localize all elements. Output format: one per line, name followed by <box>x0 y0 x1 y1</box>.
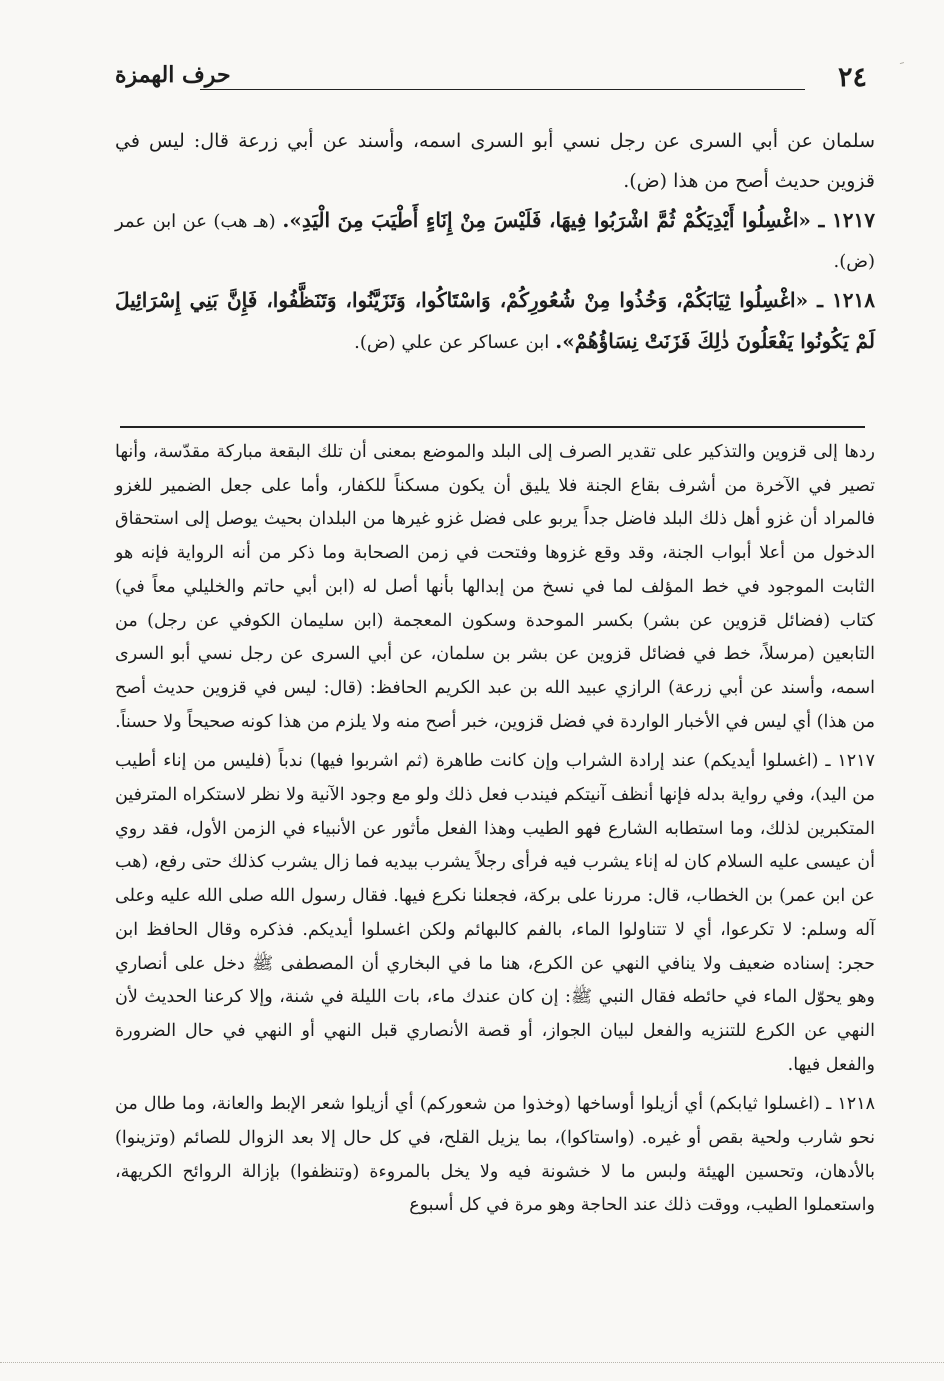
commentary-1217: ١٢١٧ ـ (اغسلوا أيديكم) عند إرادة الشراب وإن كانت طاهرة (ثم اشربوا فيها) ندباً (فليس من إناء أطيب من اليد)، وفي رواية بدله فإنها أنظف آنيتكم فيندب فعل ذلك ولو مع وجود الآنية ولا نظر لاستكراه المترفين المتكبرين لذلك، وما استطابه الشارع فهو الطيب وهذا الفعل مأثور عن الأنبياء في الزمن الأول، فقد روي أن عيسى عليه السلام كان له إناء يشرب فيه فرأى رجلاً يشرب بيديه فما زال يشرب كذلك حتى رفع، (هب عن ابن عمر) بن الخطاب، قال: مررنا على بركة، فجعلنا نكرع فيها. فقال رسول الله صلى الله عليه وعلى آله وسلم: لا تكرعوا، أي لا تتناولوا الماء، بالفم كالبهائم ولكن اغسلوا أيديكم. فذكره وقال الحافظ ابن حجر: إسناده ضعيف ولا ينافي النهي عن الكرع، هنا ما في البخاري أن المصطفى ﷺ دخل على أنصاري وهو يحوّل الماء في حائطه فقال النبي ﷺ: إن كان عندك ماء، بات الليلة في شنة، وإلا كرعنا الحديث لأن النهي عن الكرع للتنزيه والفعل لبيان الجواز، أو قصة الأنصاري قبل النهي أو النهي في حال الضرورة والفعل فيها. <box>115 751 875 1075</box>
commentary-paragraph: ردها إلى قزوين والتذكير على تقدير الصرف إلى البلد والموضع بمعنى أن تلك البقعة مباركة مقدّسة، وأنها تصير في الآخرة من أشرف بقاع الجنة فلا يليق أن يكون مسكناً للكفار، وأما على جعل الضمير للغزو فالمراد أن غزو أهل ذلك البلد فاضل جداً يربو على فضل غزو غيرها من البلدان بحيث يوصل إلى استحقاق الدخول من أعلا أبواب الجنة، وقد وقع غزوها وفتحت في زمن الصحابة وما ذكر من أنه الرواية فإنه هو الثابت الموجود في خط المؤلف لما في نسخ من إبدالها بأنها أصل له (ابن أبي حاتم والخليلي معاً في) كتاب (فضائل قزوين عن بشر) بكسر الموحدة وسكون المعجمة (ابن سليمان الكوفي عن رجل) من التابعين (مرسلاً، خط في فضائل قزوين عن بشر بن سلمان، عن أبي السرى عن رجل نسي أبو السرى اسمه، وأسند عن أبي زرعة) الرازي عبيد الله بن عبد الكريم الحافظ: (قال: ليس في قزوين حديث أصح من هذا) أي ليس في الأخبار الواردة في فضل قزوين، خبر أصح منه ولا يلزم من هذا كونه صحيحاً ولا حسناً. <box>115 442 875 732</box>
hadith-1218 <box>115 281 875 362</box>
hadith-1217 <box>115 201 875 281</box>
page-number: ٢٤ <box>837 62 867 93</box>
commentary <box>115 436 875 1223</box>
intro-paragraph: سلمان عن أبي السرى عن رجل نسي أبو السرى اسمه، وأسند عن أبي زرعة قال: ليس في قزوين حديث أصح من هذا (ض). <box>115 130 875 192</box>
margin-mark: ﹺ <box>899 50 904 66</box>
hadith-1217-text: ١٢١٧ ـ «اغْسِلُوا أَيْدِيَكُمْ ثُمَّ اشْرَبُوا فِيهَا، فَلَيْسَ مِنْ إِنَاءٍ أَطْيَبَ مِنَ الْيَدِ». <box>282 208 875 232</box>
hadith-1217-source: (هـ هب) عن ابن عمر (ض). <box>115 211 875 272</box>
page-header <box>115 62 875 98</box>
hadith-1218-text: ١٢١٨ ـ «اغْسِلُوا ثِيَابَكُمْ، وَخُذُوا مِنْ شُعُورِكُمْ، وَاسْتَاكُوا، وَتَزَيَّنُوا، وَتَنَظَّفُوا، فَإِنَّ بَنِي إِسْرَائِيلَ لَمْ يَكُونُوا يَفْعَلُونَ ذٰلِكَ فَزَنَتْ نِسَاؤُهُمْ». <box>115 288 875 353</box>
footnote-divider <box>120 426 865 428</box>
page-bottom-edge <box>0 1362 944 1381</box>
commentary-1218: ١٢١٨ ـ (اغسلوا ثيابكم) أي أزيلوا أوساخها (وخذوا من شعوركم) أي أزيلوا شعر الإبط والعانة، وما طال من نحو شارب ولحية بقص أو غيره. (واستاكوا)، بما يزيل القلح، في كل حال إلا بعد الزوال للصائم (وتزينوا) بالأدهان، وتحسين الهيئة ولبس ما لا خشونة فيه ولا يخل بالمروءة (وتنظفوا) بإزالة الروائح الكريهة، واستعملوا الطيب، ووقت ذلك عند الحاجة وهو مرة في كل أسبوع <box>115 1094 875 1216</box>
hadith-1218-source: ابن عساكر عن علي (ض). <box>354 331 550 353</box>
chapter-title: حرف الهمزة <box>115 62 231 88</box>
header-rule <box>200 89 805 90</box>
main-text <box>115 122 875 362</box>
